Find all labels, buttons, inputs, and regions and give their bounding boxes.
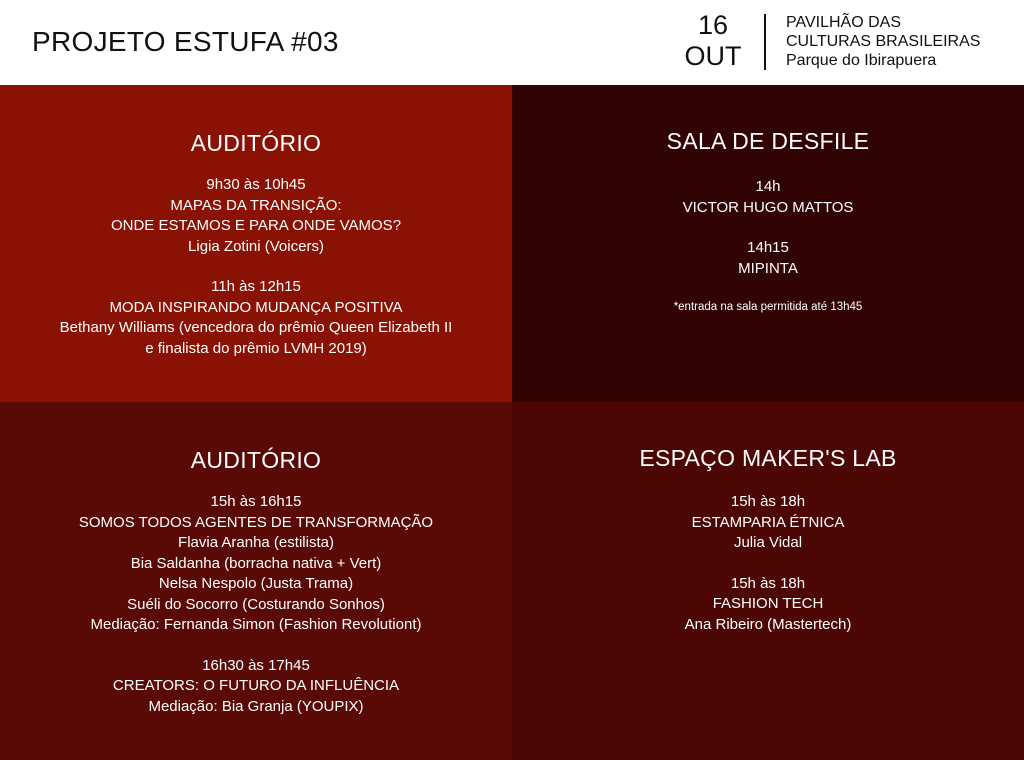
panel-auditorio-afternoon xyxy=(0,402,512,760)
session-title: SOMOS TODOS AGENTES DE TRANSFORMAÇÃO xyxy=(78,513,434,531)
panel-heading: ESPAÇO MAKER'S LAB xyxy=(639,445,897,471)
page-title: PROJETO ESTUFA #03 xyxy=(32,26,339,57)
session-speaker: e finalista do prêmio LVMH 2019) xyxy=(145,339,367,357)
session-speaker: Nelsa Nespolo (Justa Trama) xyxy=(158,575,354,592)
date-month: OUT xyxy=(684,41,742,71)
session-title: MODA INSPIRANDO MUDANÇA POSITIVA xyxy=(109,298,403,316)
session-block xyxy=(512,492,1024,554)
session-time: 9h30 às 10h45 xyxy=(206,176,306,193)
venue-line-1: PAVILHÃO DAS xyxy=(786,14,901,31)
session-title: MIPINTA xyxy=(738,259,798,277)
session-time: 15h às 18h xyxy=(730,493,806,510)
session-block xyxy=(0,277,512,359)
session-title: MAPAS DA TRANSIÇÃO: xyxy=(170,196,342,214)
session-moderator: Mediação: Bia Granja (YOUPIX) xyxy=(148,697,364,715)
session-speaker: Bia Saldanha (borracha nativa + Vert) xyxy=(130,554,382,572)
session-speaker: Suéli do Socorro (Costurando Sonhos) xyxy=(127,595,385,613)
panel-sala-de-desfile xyxy=(512,85,1024,402)
session-title: ESTAMPARIA ÉTNICA xyxy=(691,513,845,531)
session-time: 15h às 18h xyxy=(730,574,806,592)
session-block xyxy=(512,238,1024,279)
panel-heading: AUDITÓRIO xyxy=(190,447,322,473)
date-day: 16 xyxy=(697,10,729,40)
session-time: 16h30 às 17h45 xyxy=(202,656,310,674)
panel-auditorio-morning xyxy=(0,85,512,402)
session-block xyxy=(0,656,512,718)
session-block xyxy=(0,175,512,257)
session-block xyxy=(512,574,1024,636)
header-divider xyxy=(764,14,766,70)
session-block xyxy=(512,177,1024,218)
session-title: ONDE ESTAMOS E PARA ONDE VAMOS? xyxy=(110,217,402,234)
entry-note: *entrada na sala permitida até 13h45 xyxy=(673,301,863,313)
session-time: 15h às 16h15 xyxy=(210,493,302,510)
session-speaker: Ana Ribeiro (Mastertech) xyxy=(684,615,852,633)
session-speaker: Flavia Aranha (estilista) xyxy=(178,534,334,551)
session-block xyxy=(0,492,512,636)
venue-line-2: CULTURAS BRASILEIRAS xyxy=(786,33,981,50)
session-title: CREATORS: O FUTURO DA INFLUÊNCIA xyxy=(112,677,400,694)
session-title: FASHION TECH xyxy=(712,595,824,612)
panel-heading: AUDITÓRIO xyxy=(190,130,322,156)
header xyxy=(0,0,1024,85)
venue xyxy=(786,13,980,70)
session-speaker: Ligia Zotini (Voicers) xyxy=(188,237,324,255)
session-time: 14h15 xyxy=(747,239,789,256)
panel-heading: SALA DE DESFILE xyxy=(666,128,870,154)
event-date xyxy=(680,10,746,72)
session-speaker: Bethany Williams (vencedora do prêmio Queen Elizabeth II xyxy=(59,319,453,336)
session-moderator: Mediação: Fernanda Simon (Fashion Revolutiont) xyxy=(90,616,422,633)
session-time: 11h às 12h15 xyxy=(211,278,301,295)
session-speaker: Julia Vidal xyxy=(733,534,803,551)
panel-makers-lab xyxy=(512,402,1024,760)
session-time: 14h xyxy=(755,178,781,195)
venue-line-3: Parque do Ibirapuera xyxy=(786,52,937,69)
session-title: VICTOR HUGO MATTOS xyxy=(682,198,854,216)
